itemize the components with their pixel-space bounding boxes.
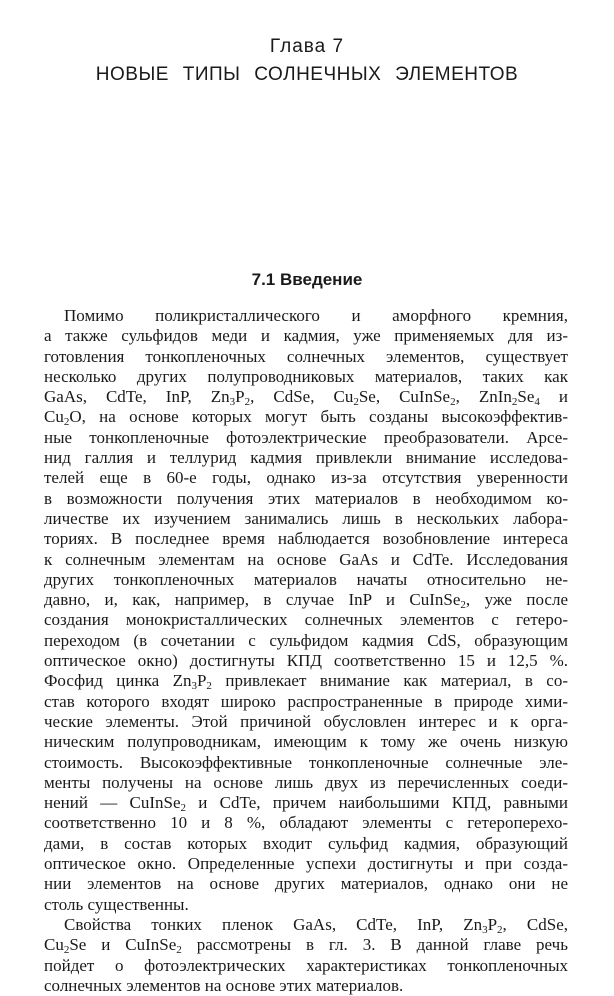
text-line: ческие элементы. Этой причиной обусловлен интерес и к орга- bbox=[44, 711, 568, 731]
paragraph bbox=[44, 306, 568, 915]
text-line: Свойства тонких пленок GaAs, CdTe, InP, $Zn_3P_2$, CdSe, bbox=[64, 914, 568, 936]
text-line: ториях. В последнее время наблюдается возобновление интереса bbox=[44, 529, 568, 549]
text-line: менты получены на основе лишь двух из перечисленных соеди- bbox=[44, 772, 568, 792]
text-line: ные тонкопленочные фотоэлектрические преобразователи. Арсе- bbox=[44, 427, 568, 447]
text-line: стоимость. Высокоэффективные тонкопленочные солнечные эле- bbox=[44, 752, 568, 772]
text-line: $Cu_2O$, на основе которых могут быть созданы высокоэффектив- bbox=[44, 407, 568, 429]
text-line: в возможности получения этих материалов в необходимом ко- bbox=[44, 488, 568, 508]
chapter-title: НОВЫЕ ТИПЫ СОЛНЕЧНЫХ ЭЛЕМЕНТОВ bbox=[95, 64, 519, 85]
text-line: переходом (в сочетании с сульфидом кадмия CdS, образующим bbox=[44, 630, 568, 650]
text-line: став которого входят широко распространенные в природе хими- bbox=[44, 691, 568, 711]
text-line: солнечных элементов на основе этих материалов. bbox=[44, 975, 404, 995]
text-line: оптическое окно. Определенные успехи достигнуты и при созда- bbox=[44, 854, 568, 874]
text-line: создания монокристаллических солнечных элементов с гетеро- bbox=[44, 610, 568, 630]
text-line: готовления тонкопленочных солнечных элементов, существует bbox=[44, 346, 568, 366]
text-line: личестве их изучением занимались лишь в нескольких лабора- bbox=[44, 508, 568, 528]
text-line: столь существенны. bbox=[44, 894, 189, 914]
body-text bbox=[44, 306, 568, 996]
text-line: нений — CuInSe$_2$ и CdTe, причем наибольшими КПД, равными bbox=[44, 793, 568, 815]
text-line: нии элементов на основе других материалов, однако они не bbox=[44, 874, 568, 894]
section-heading: 7.1 Введение bbox=[251, 270, 363, 289]
text-line: пойдет о фотоэлектрических характеристиках тонкопленочных bbox=[44, 955, 568, 975]
text-line: а также сульфидов меди и кадмия, уже применяемых для из- bbox=[44, 326, 568, 346]
text-line: соответственно 10 и 8 %, обладают элементы с гетероперехо- bbox=[44, 813, 568, 833]
text-line: других тонкопленочных материалов начаты относительно не- bbox=[44, 569, 568, 589]
text-line: давно, и, как, например, в случае InP и CuInSe$_2$, уже после bbox=[44, 590, 568, 612]
text-line: оптическое окно) достигнуты КПД соответственно 15 и 12,5 %. bbox=[44, 651, 568, 671]
paragraph bbox=[44, 915, 568, 996]
text-line: Помимо поликристаллического и аморфного кремния, bbox=[64, 306, 568, 325]
text-line: к солнечным элементам на основе GaAs и CdTe. Исследования bbox=[44, 549, 568, 569]
text-line: телей еще в 60-е годы, однако из-за отсутствия уверенности bbox=[44, 468, 568, 488]
text-line: $Cu_2Se$ и CuInSe$_2$ рассмотрены в гл. 3. В данной главе речь bbox=[44, 935, 568, 957]
text-line: несколько других полупроводниковых материалов, таких как bbox=[44, 366, 568, 386]
text-line: дами, в состав которых входит сульфид кадмия, образующий bbox=[44, 833, 568, 853]
text-line: ническим полупроводникам, имеющим к тому же очень низкую bbox=[44, 732, 568, 752]
text-line: нид галлия и теллурид кадмия привлекли внимание исследова- bbox=[44, 448, 568, 468]
text-line: Фосфид цинка $Zn_3P_2$ привлекает внимание как материал, в со- bbox=[44, 671, 568, 693]
text-line: GaAs, CdTe, InP, $Zn_3P_2$, CdSe, $Cu_2Se$, CuInSe$_2$, $ZnIn_2Se_4$ и bbox=[44, 387, 569, 409]
chapter-label: Глава 7 bbox=[269, 36, 345, 57]
